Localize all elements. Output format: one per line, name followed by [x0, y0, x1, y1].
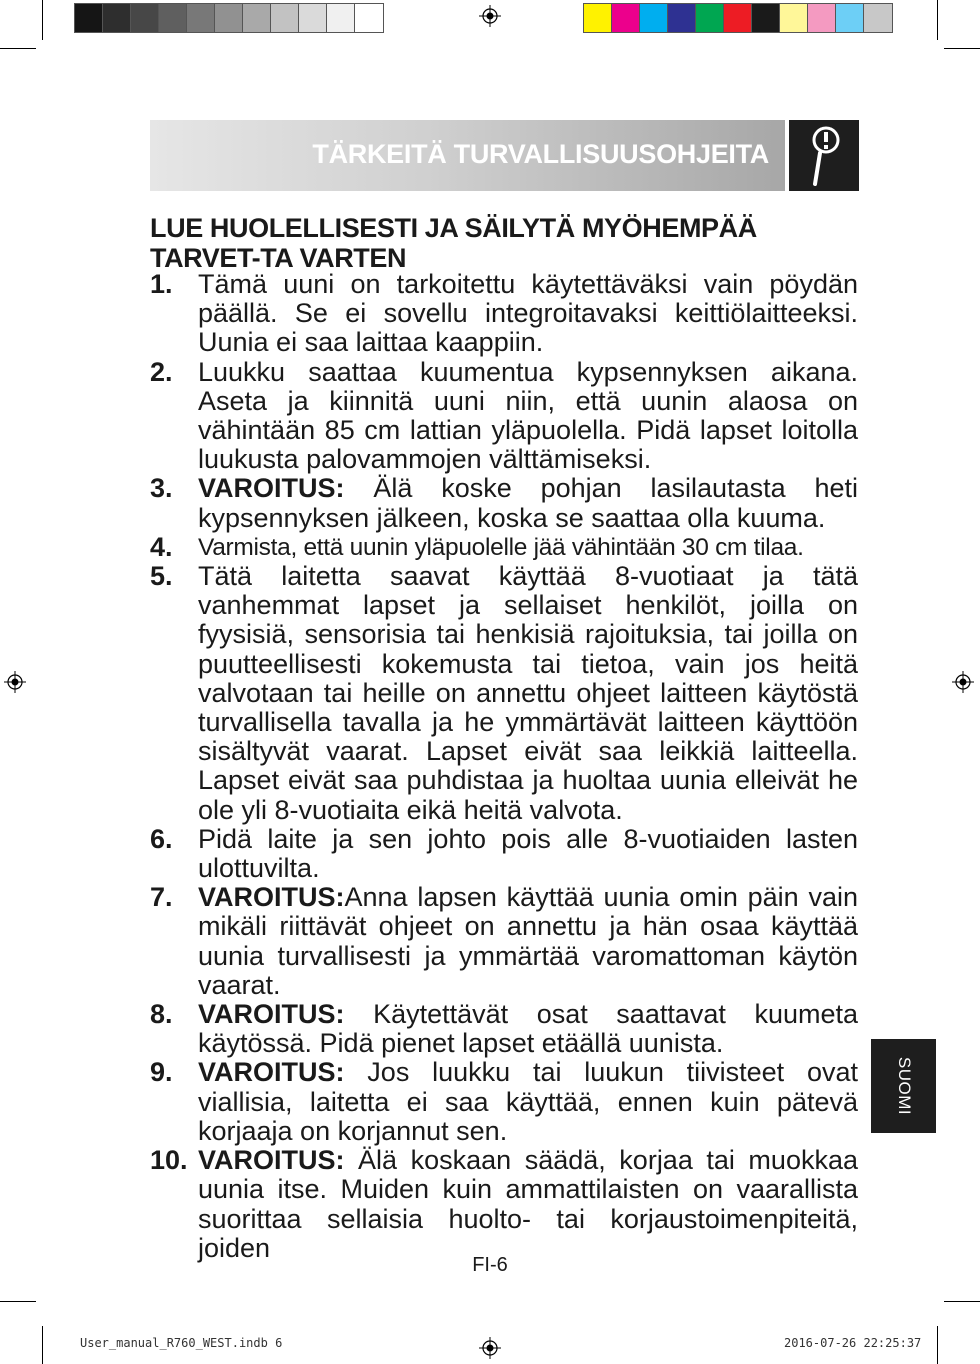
list-item [150, 270, 858, 358]
color-swatch [584, 4, 612, 32]
trim-mark [0, 48, 36, 49]
color-swatch [271, 4, 299, 32]
section-heading: LUE HUOLELLISESTI JA SÄILYTÄ MYÖHEMPÄÄ TARVET-TA VARTEN [150, 213, 757, 273]
item-text: Älä koskaan säädä, korjaa tai muokkaa uunia itse. Muiden kuin ammattilaisten on vaarallista suorittaa sellaisia huolto- tai korjaustoimenpiteitä, joiden [198, 1145, 858, 1263]
registration-mark-icon [479, 5, 501, 27]
color-swatch [75, 4, 103, 32]
language-tab [871, 1039, 936, 1133]
color-swatch [187, 4, 215, 32]
trim-mark [944, 1301, 980, 1302]
item-number: 6. [150, 823, 173, 854]
color-swatch [103, 4, 131, 32]
color-swatch [243, 4, 271, 32]
footer-filename: User_manual_R760_WEST.indb 6 [80, 1336, 283, 1350]
warning-label: VAROITUS: [198, 473, 345, 504]
list-item [150, 1058, 858, 1146]
registration-mark-icon [479, 1337, 501, 1359]
item-text: Tätä laitetta saavat käyttää 8-vuotiaat ja tätä vanhemmat lapset ja sellaiset henkilöt, joilla on fyysisiä, sensorisia tai henkisiä rajoituksia, tai joilla on puutteellisesti kokemusta tai tietoa, vain jos heitä valvotaan tai heille on annettu ohjeet laitteen käytöstä turvallisella tavalla ja he ymmärtävät laitteen käyttöön sisältyvät vaarat. Lapset eivät saa leikkiä laitteella. Lapset eivät saa puhdistaa ja huoltaa uunia elleivät he ole yli 8-vuotiaita eikä heitä valvota. [198, 561, 858, 825]
trim-mark [42, 0, 43, 40]
item-number: 7. [150, 882, 173, 913]
item-text: Pidä laite ja sen johto pois alle 8-vuotiaiden lasten ulottuvilta. [198, 823, 858, 884]
item-text: Luukku saattaa kuumentua kypsennyksen aikana. Aseta ja kiinnitä uuni niin, että uunin alaosa on vähintään 85 cm lattian yläpuolella. Pidä lapset loitolla luukusta palovammojen välttämiseksi. [198, 356, 858, 475]
safety-instructions-list [150, 270, 858, 1263]
list-item [150, 825, 858, 883]
trim-mark [937, 0, 938, 40]
item-number: 1. [150, 269, 173, 299]
color-swatch [668, 4, 696, 32]
color-swatch [640, 4, 668, 32]
gray-calibration-bar [74, 3, 384, 33]
color-swatch [215, 4, 243, 32]
color-swatch [724, 4, 752, 32]
language-tab-label: SUOMI [894, 1056, 914, 1116]
color-calibration-bar [583, 3, 893, 33]
trim-mark [937, 1326, 938, 1364]
item-number: 9. [150, 1057, 173, 1088]
item-number: 8. [150, 999, 173, 1030]
color-swatch [612, 4, 640, 32]
list-item [150, 533, 858, 562]
magnifier-exclamation-icon [789, 120, 859, 191]
item-number: 10. [150, 1145, 188, 1176]
item-text: Jos luukku tai luukun tiivisteet ovat viallisia, laitetta ei saa käyttää, ennen kuin pätevä korjaaja on korjannut sen. [198, 1057, 858, 1146]
item-number: 2. [150, 356, 173, 387]
item-text: Tämä uuni on tarkoitettu käytettäväksi vain pöydän päällä. Se ei sovellu integroitavaksi keittiölaitteeksi. Uunia ei saa laittaa kaappiin. [198, 269, 858, 358]
list-item [150, 562, 858, 825]
color-swatch [808, 4, 836, 32]
page-number: FI-6 [472, 1254, 508, 1276]
color-swatch [780, 4, 808, 32]
item-text: Anna lapsen käyttää uunia omin päin vain mikäli riittävät ohjeet on annettu ja hän osaa käyttää uunia turvallisesti ja ymmärtää varomattoman käytön vaarat. [198, 882, 858, 1000]
color-swatch [131, 4, 159, 32]
item-number: 4. [150, 531, 173, 562]
list-item [150, 1000, 858, 1058]
header-band [150, 120, 785, 191]
warning-label: VAROITUS: [198, 1145, 345, 1176]
item-text: Älä koske pohjan lasilautasta heti kypsennyksen jälkeen, koska se saattaa olla kuuma. [198, 473, 858, 533]
item-number: 5. [150, 561, 173, 592]
trim-mark [944, 48, 980, 49]
warning-label: VAROITUS: [198, 882, 345, 913]
color-swatch [299, 4, 327, 32]
trim-mark [42, 1326, 43, 1364]
list-item [150, 883, 858, 1000]
footer-timestamp: 2016-07-26 22:25:37 [784, 1336, 922, 1350]
item-number: 3. [150, 473, 173, 504]
list-item [150, 358, 858, 475]
color-swatch [752, 4, 780, 32]
page-title: TÄRKEITÄ TURVALLISUUSOHJEITA [312, 139, 769, 169]
color-swatch [864, 4, 892, 32]
registration-mark-icon [952, 671, 974, 693]
list-item [150, 474, 858, 532]
color-swatch [836, 4, 864, 32]
list-item [150, 1146, 858, 1263]
registration-mark-icon [4, 671, 26, 693]
item-text: Käytettävät osat saattavat kuumeta käytössä. Pidä pienet lapset etäällä uunista. [198, 999, 858, 1059]
color-swatch [355, 4, 383, 32]
color-swatch [696, 4, 724, 32]
color-swatch [159, 4, 187, 32]
warning-icon-box [789, 120, 859, 191]
color-swatch [327, 4, 355, 32]
warning-label: VAROITUS: [198, 999, 345, 1030]
warning-label: VAROITUS: [198, 1057, 345, 1088]
item-text: Varmista, että uunin yläpuolelle jää vähintään 30 cm tilaa. [198, 533, 804, 561]
trim-mark [0, 1301, 36, 1302]
